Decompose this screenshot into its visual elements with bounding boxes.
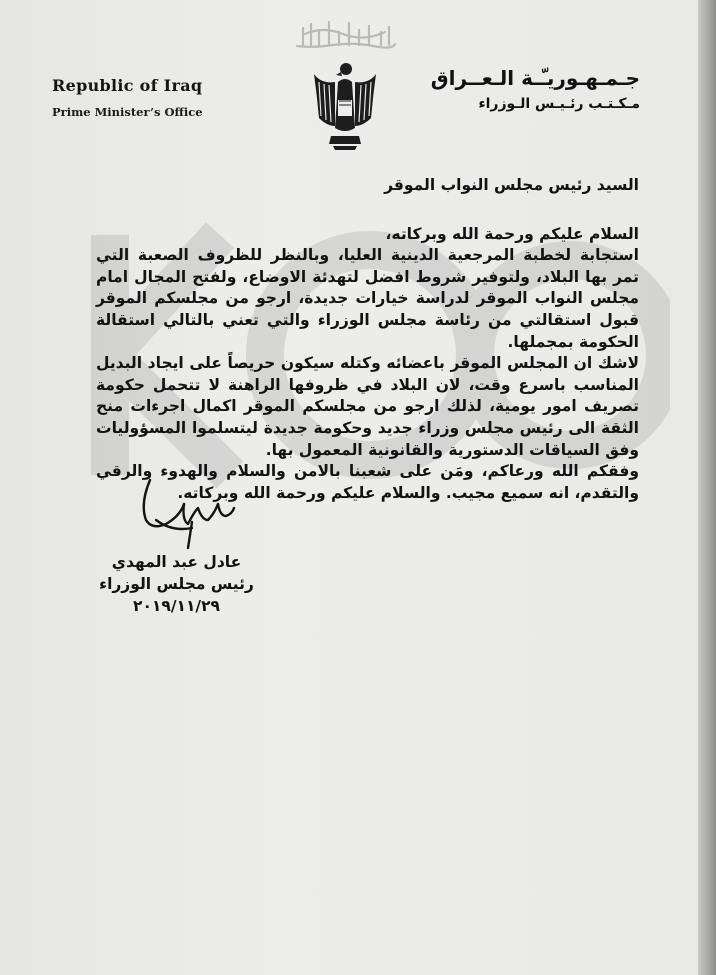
signatory-name: عادل عبد المهدي	[111, 553, 242, 571]
page-edge-shadow	[698, 0, 716, 975]
signature-block	[94, 551, 259, 617]
arabic-office-title: مـكـتـب رئـيـس الـوزراء	[478, 96, 640, 112]
signatory-title: رئيس مجلس الوزراء	[99, 575, 254, 593]
arabic-letterhead	[420, 66, 640, 112]
english-letterhead	[52, 76, 203, 119]
handwritten-signature	[122, 474, 242, 550]
english-country-title: Republic of Iraq	[52, 76, 203, 95]
arabic-country-title: جـمـهـوريـّـة الـعــراق	[430, 66, 640, 90]
letter-paragraph: لاشك ان المجلس الموقر باعضائه وكتله سيكون حريصاً على ايجاد البديل المناسب باسرع وقت، لان البلاد في ظروفها الراهنة لا تتحمل حكومة تصريف امور يومية، لذلك ارجو من مجلسكم الموقر اكمال اجرءات منح الثقة الى رئيس مجلس وزراء جديد وحكومة جديدة ليتسلموا المسؤوليات وفق السياقات الدستورية والقانونية المعمول بها.	[96, 354, 639, 459]
letter-paragraph: استجابة لخطبة المرجعية الدينية العليا، وبالنظر للظروف الصعبة التي تمر بها البلاد، ولتوفير شروط افضل لتهدئة الاوضاع، ولفتح المجال امام مجلس النواب الموقر لدراسة خيارات جديدة، ارجو من مجلسكم الموقر قبول استقالتي من رئاسة مجلس الوزراء والتي تعني بالتالي استقالة الحكومة بمجملها.	[96, 246, 639, 351]
basmala-calligraphy-icon	[293, 18, 399, 54]
eagle-of-saladin-emblem-icon	[311, 60, 379, 152]
english-office-title: Prime Minister’s Office	[52, 105, 203, 119]
letter-body	[96, 175, 639, 504]
letter-addressee: السيد رئيس مجلس النواب الموقر	[384, 176, 639, 194]
letter-date: ٢٠١٩/١١/٢٩	[132, 597, 220, 615]
letter-greeting: السلام عليكم ورحمة الله وبركاته،	[385, 224, 639, 243]
letter-paragraph: وفقكم الله ورعاكم، ومَن على شعبنا بالامن والسلام والهدوء والرقي والتقدم، انه سميع مجيب. والسلام عليكم ورحمة الله وبركاته.	[96, 462, 639, 502]
